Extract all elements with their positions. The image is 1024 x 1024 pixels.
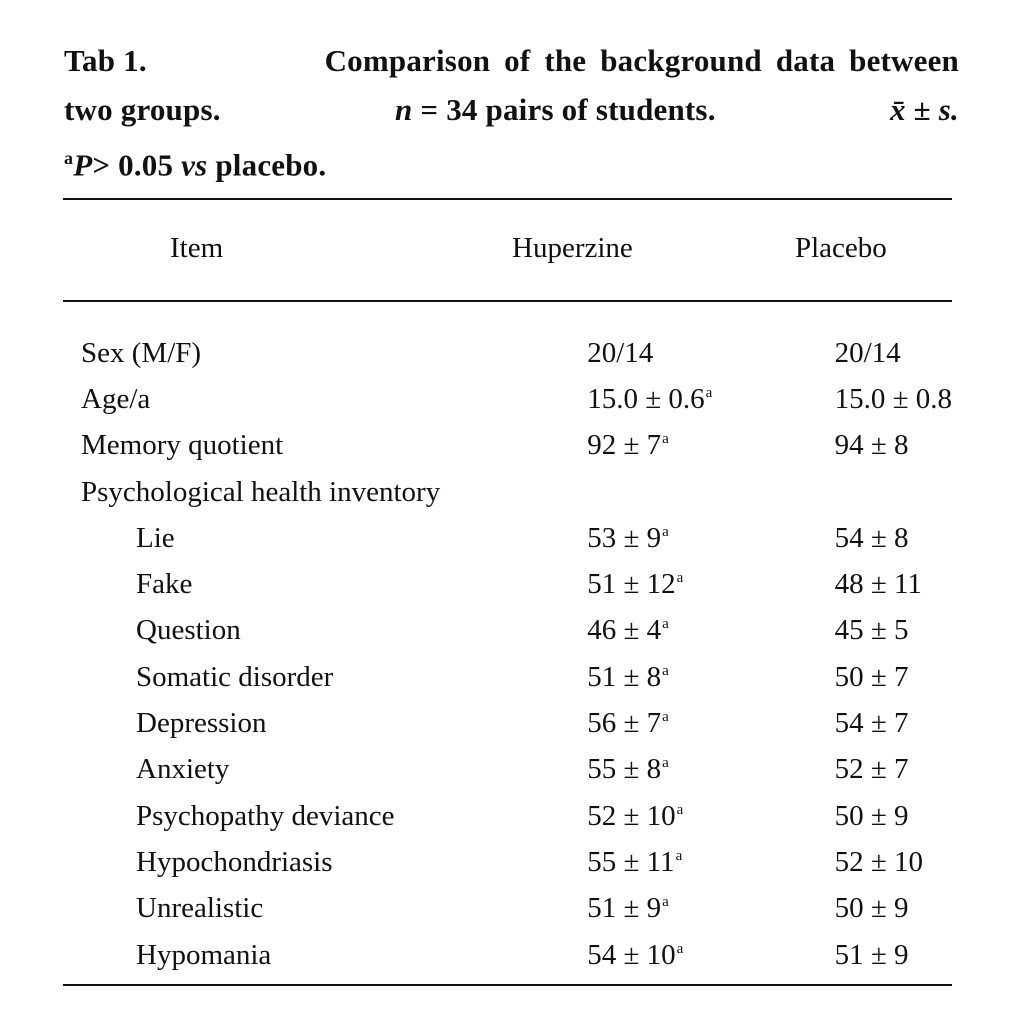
caption-line-2 (64, 85, 959, 134)
row-huperzine (523, 608, 820, 654)
row-placebo: 50 ± 7 (834, 660, 909, 693)
bottom-rule (63, 984, 952, 986)
table-row (63, 561, 952, 607)
footnote-mark: a (662, 431, 669, 448)
row-placebo: 51 ± 9 (834, 938, 909, 971)
table-row (63, 932, 952, 978)
caption-p-symbol: P (73, 147, 93, 183)
footnote-mark: a (662, 709, 669, 726)
row-placebo: 50 ± 9 (834, 799, 909, 832)
caption-line-1 (64, 36, 959, 85)
table-row (63, 839, 952, 885)
huperzine-value: 51 ± 9 (587, 892, 662, 925)
table-row (63, 330, 952, 376)
row-huperzine (523, 747, 820, 793)
footnote-mark: a (662, 894, 669, 911)
row-item: Psychopathy deviance (136, 799, 395, 832)
row-placebo: 50 ± 9 (834, 892, 909, 925)
caption-pairs: = 34 pairs of students. (420, 92, 716, 127)
huperzine-value: 52 ± 10 (587, 799, 676, 832)
table-row (63, 515, 952, 561)
row-item: Anxiety (136, 753, 230, 786)
footnote-mark: a (675, 847, 683, 864)
caption-footnote-mark: a (64, 148, 74, 168)
row-huperzine (523, 654, 820, 700)
row-placebo: 52 ± 10 (834, 845, 923, 878)
row-huperzine (523, 376, 820, 422)
row-huperzine (523, 932, 820, 978)
caption-vs: vs (181, 147, 208, 183)
table-row (63, 608, 952, 654)
row-item: Psychological health inventory (81, 475, 441, 508)
top-rule (63, 198, 952, 200)
caption-title: Comparison of the background data between (324, 43, 959, 78)
row-item: Hypomania (136, 938, 272, 971)
header-rule (63, 300, 952, 302)
footnote-mark: a (676, 940, 684, 957)
caption-p-value: > 0.05 (92, 147, 174, 183)
table-row (63, 423, 952, 469)
huperzine-value: 51 ± 8 (587, 660, 662, 693)
huperzine-value: 55 ± 11 (587, 845, 675, 878)
caption-placebo: placebo. (215, 147, 327, 183)
header-placebo: Placebo (795, 232, 887, 264)
table-row (63, 747, 952, 793)
table-row (63, 376, 952, 422)
row-item: Hypochondriasis (136, 845, 333, 878)
footnote-mark: a (676, 570, 684, 587)
row-placebo: 52 ± 7 (834, 753, 909, 786)
row-huperzine (523, 515, 820, 561)
row-placebo: 94 ± 8 (834, 429, 909, 462)
row-huperzine (523, 839, 820, 885)
row-huperzine (523, 423, 820, 469)
huperzine-value: 54 ± 10 (587, 938, 676, 971)
footnote-mark: a (662, 755, 669, 772)
row-item: Question (136, 614, 241, 647)
huperzine-value: 56 ± 7 (587, 707, 662, 740)
table-row (63, 793, 952, 839)
huperzine-value: 20/14 (587, 336, 654, 369)
huperzine-value: 51 ± 12 (587, 568, 676, 601)
row-huperzine (523, 469, 820, 515)
row-huperzine (523, 700, 820, 746)
footnote-mark: a (662, 662, 669, 679)
huperzine-value: 53 ± 9 (587, 521, 662, 554)
row-item: Somatic disorder (136, 660, 334, 693)
row-item: Age/a (81, 382, 151, 415)
row-item: Lie (136, 521, 175, 554)
table-row (63, 469, 952, 515)
caption-groups: two groups. (64, 92, 221, 127)
row-huperzine (523, 793, 820, 839)
row-item: Sex (M/F) (81, 336, 202, 369)
table-row (63, 700, 952, 746)
data-table (63, 330, 952, 978)
footnote-mark: a (705, 384, 713, 401)
header-huperzine: Huperzine (512, 232, 633, 264)
footnote-mark: a (662, 616, 669, 633)
row-placebo: 54 ± 8 (834, 521, 909, 554)
row-placebo: 45 ± 5 (834, 614, 909, 647)
table-row (63, 886, 952, 932)
row-item: Depression (136, 707, 267, 740)
row-huperzine (523, 561, 820, 607)
caption-stat-notation: x̄ ± s. (889, 92, 959, 127)
row-placebo: 48 ± 11 (834, 568, 922, 601)
row-item: Memory quotient (81, 429, 284, 462)
huperzine-value: 15.0 ± 0.6 (587, 382, 705, 415)
row-placebo (821, 469, 952, 515)
row-item: Unrealistic (136, 892, 264, 925)
footnote-mark: a (676, 801, 684, 818)
row-placebo: 15.0 ± 0.8 (834, 382, 952, 415)
row-huperzine (523, 330, 820, 376)
table-caption (64, 36, 964, 189)
header-item: Item (170, 232, 224, 264)
caption-line-3 (64, 134, 964, 189)
caption-tab-label: Tab 1. (64, 43, 147, 78)
row-huperzine (523, 886, 820, 932)
table-body (63, 330, 952, 978)
row-placebo: 54 ± 7 (834, 707, 909, 740)
footnote-mark: a (662, 523, 669, 540)
table-row (63, 654, 952, 700)
row-item: Fake (136, 568, 193, 601)
huperzine-value: 92 ± 7 (587, 429, 662, 462)
huperzine-value: 55 ± 8 (587, 753, 662, 786)
caption-sample-size (395, 85, 716, 134)
huperzine-value: 46 ± 4 (587, 614, 662, 647)
caption-n-symbol: n (394, 92, 413, 127)
row-placebo: 20/14 (834, 336, 901, 369)
